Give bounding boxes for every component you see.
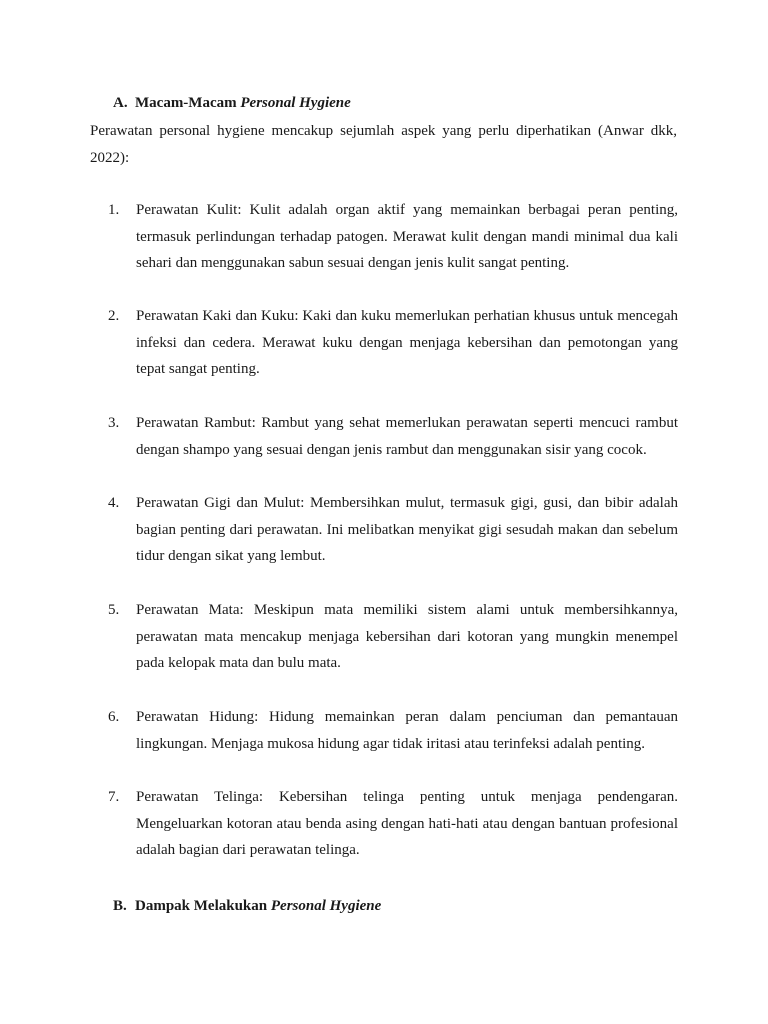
list-item-number: 5. xyxy=(108,602,120,618)
section-a-heading xyxy=(113,93,351,113)
list-item-text: Perawatan Rambut: Rambut yang sehat memerlukan perawatan seperti mencuci rambut dengan shampo yang sesuai dengan jenis rambut dan menggunakan sisir yang cocok. xyxy=(136,415,678,458)
list-item xyxy=(108,784,678,864)
list-item-number: 1. xyxy=(108,202,120,218)
list-item xyxy=(108,597,678,677)
list-item-text: Perawatan Hidung: Hidung memainkan peran dalam penciuman dan pemantauan lingkungan. Menjaga mukosa hidung agar tidak iritasi atau terinfeksi adalah penting. xyxy=(136,709,678,752)
list-item-text: Perawatan Kulit: Kulit adalah organ aktif yang memainkan berbagai peran penting, termasuk perlindungan terhadap patogen. Merawat kulit dengan mandi minimal dua kali sehari dan menggunakan sabun sesuai dengan jenis kulit sangat penting. xyxy=(136,202,678,272)
list-item xyxy=(108,303,678,383)
list-item-number: 3. xyxy=(108,415,120,431)
section-b-heading xyxy=(113,896,381,916)
list-item-text: Perawatan Gigi dan Mulut: Membersihkan mulut, termasuk gigi, gusi, dan bibir adalah bagian penting dari perawatan. Ini melibatkan menyikat gigi sesudah makan dan sebelum tidur dengan sikat yang lembut. xyxy=(136,495,678,565)
section-a-title-plain: Macam-Macam xyxy=(135,95,241,111)
list-item-text: Perawatan Mata: Meskipun mata memiliki sistem alami untuk membersihkannya, perawatan mata mencakup menjaga kebersihan dari kotoran yang mungkin menempel pada kelopak mata dan bulu mata. xyxy=(136,602,678,672)
list-item-text: Perawatan Kaki dan Kuku: Kaki dan kuku memerlukan perhatian khusus untuk mencegah infeksi dan cedera. Merawat kuku dengan menjaga kebersihan dan pemotongan yang tepat sangat penting. xyxy=(136,308,678,378)
section-b-title-italic: Personal Hygiene xyxy=(270,898,382,914)
list-item-number: 6. xyxy=(108,709,120,725)
list-item xyxy=(108,197,678,277)
section-b-title-plain: Dampak Melakukan xyxy=(135,898,271,914)
intro-paragraph: Perawatan personal hygiene mencakup sejumlah aspek yang perlu diperhatikan (Anwar dkk, 2022): xyxy=(90,123,677,166)
list-item xyxy=(108,410,678,463)
list-item-number: 4. xyxy=(108,495,120,511)
list-item xyxy=(108,490,678,570)
list-item-number: 7. xyxy=(108,789,120,805)
section-b-letter: B. xyxy=(113,898,127,914)
list-item xyxy=(108,704,678,757)
list-item-number: 2. xyxy=(108,308,120,324)
section-a-title-italic: Personal Hygiene xyxy=(240,95,351,111)
list-item-text: Perawatan Telinga: Kebersihan telinga penting untuk menjaga pendengaran. Mengeluarkan kotoran atau benda asing dengan hati-hati atau dengan bantuan profesional adalah bagian dari perawatan telinga. xyxy=(136,789,678,859)
section-a-letter: A. xyxy=(113,95,128,111)
